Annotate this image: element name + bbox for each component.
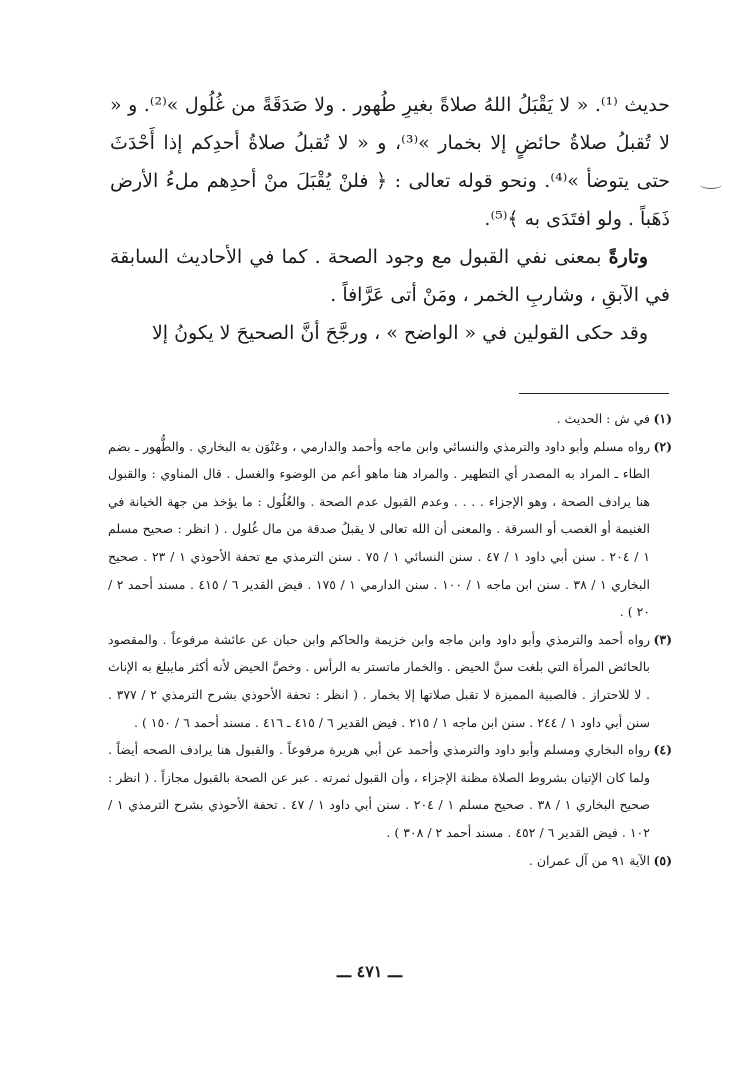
footnotes bbox=[108, 405, 672, 874]
footnote-number: (٢) bbox=[653, 438, 672, 454]
footnote bbox=[108, 847, 672, 875]
footnote-number: (٤) bbox=[653, 742, 672, 758]
paragraph-hadith: حديث ⁽¹⁾. « لا يَقْبَلُ اللهُ صلاةً بغيرِ طُهور . ولا صَدَقَةً من غُلُول »⁽²⁾. و « لا تُقبلُ صلاةُ حائضٍ إلا بخمار »⁽³⁾، و « لا تُقبلُ صلاةُ أحدِكم إذا أَحْدَثَ حتى يتوضأ »⁽⁴⁾. ونحو قوله تعالى : ﴿ فلنْ يُقْبَلَ منْ أحدِهم ملءُ الأرض ذَهَباً . ولو افتَدَى به ﴾⁽⁵⁾. bbox=[110, 94, 671, 230]
footnote-number: (٣) bbox=[653, 631, 672, 647]
page-number: ـــ ٤٧١ ـــ bbox=[336, 962, 403, 981]
paragraph-second-text: بمعنى نفي القبول مع وجود الصحة . كما في الأحاديث السابقة في الآبقِ ، وشاربِ الخمر ، ومَنْ أتى عَرَّافاً . bbox=[110, 246, 670, 306]
footnote-text: رواه البخاري ومسلم وأبو داود والترمذي وأحمد عن أبي هريرة مرفوعاً . والقبول هنا يرادف الصحه أيضاً . ولما كان الإتيان بشروط الصلاة مظنة الإجزاء ، وأن القبول ثمرته . عبر عن الصحة بالقبول مجازاً . ( انظر : صحيح البخاري ١ / ٣٨ . صحيح مسلم ١ / ٢٠٤ . سنن أبي داود ١ / ٤٧ . تحفة الأحوذي بشرح الترمذي ١ / ١٠٢ . فيض القدير ٦ / ٤٥٢ . مسند أحمد ٢ / ٣٠٨ ) . bbox=[108, 742, 650, 840]
margin-mark bbox=[700, 180, 722, 189]
paragraph-two-opinions: وقد حكى القولين في « الواضح » ، ورجَّحَ أنَّ الصحيحَ لا يكونُ إلا bbox=[151, 322, 648, 344]
footnote bbox=[108, 433, 672, 626]
footnote-divider bbox=[519, 393, 669, 394]
lead-word: وتارةً bbox=[608, 246, 648, 268]
footnote bbox=[108, 626, 672, 736]
footnote bbox=[108, 736, 672, 846]
main-text bbox=[110, 86, 670, 352]
footnote-number: (١) bbox=[653, 411, 672, 426]
footnote-text: رواه أحمد والترمذي وأبو داود وابن ماجه وابن خزيمة والحاكم وابن حبان عن عائشة مرفوعاً . والمقصود بالحائض المرأة التي بلغت سنَّ الحيض . والخمار ماتستر به الرأس . وخصَّ الحيض لأنه أكثر مايبلغ به الإناث . لا للاحتراز . فالصبية المميزة لا تقبل صلاتها إلا بخمار . ( انظر : تحفة الأحوذي بشرح الترمذي ٢ / ٣٧٧ . سنن أبي داود ١ / ٢٤٤ . سنن ابن ماجه ١ / ٢١٥ . فيض القدير ٦ / ٤١٥ ـ ٤١٦ . مسند أحمد ٦ / ١٥٠ ) . bbox=[108, 631, 650, 730]
paragraph-second-meaning bbox=[110, 238, 670, 314]
footnote-text: رواه مسلم وأبو داود والترمذي والنسائي وابن ماجه وأحمد والدارمي ، وعَنْوَن به البخاري . والطُّهور ـ بضم الطاء ـ المراد به المصدر أي التطهير . والمراد هنا ماهو أعم من الوضوء والغسل . قال المناوي : والقبول هنا يرادف الصحة ، وهو الإجزاء . . . . وعدم القبول عدم الصحة . والغُلُول : ما يؤخذ من جهة الخيانة في الغنيمة أو الغصب أو السرقة . والمعنى أن الله تعالى لا يقبلُ صدقة من مال غُلول . ( انظر : صحيح مسلم ١ / ٢٠٤ . سنن أبي داود ١ / ٤٧ . سنن النسائي ١ / ٧٥ . سنن الترمذي مع تحفة الأحوذي ١ / ٢٣ . صحيح البخاري ١ / ٣٨ . سنن ابن ماجه ١ / ١٠٠ . سنن الدارمي ١ / ١٧٥ . فيض القدير ٦ / ٤١٥ . مسند أحمد ٢ / ٢٠ ) . bbox=[108, 438, 650, 620]
footnote bbox=[108, 405, 672, 433]
footnote-number: (٥) bbox=[653, 852, 672, 868]
footnote-text: في ش : الحديث . bbox=[556, 411, 650, 426]
footnote-text: الآية ٩١ من آل عمران . bbox=[528, 852, 650, 868]
